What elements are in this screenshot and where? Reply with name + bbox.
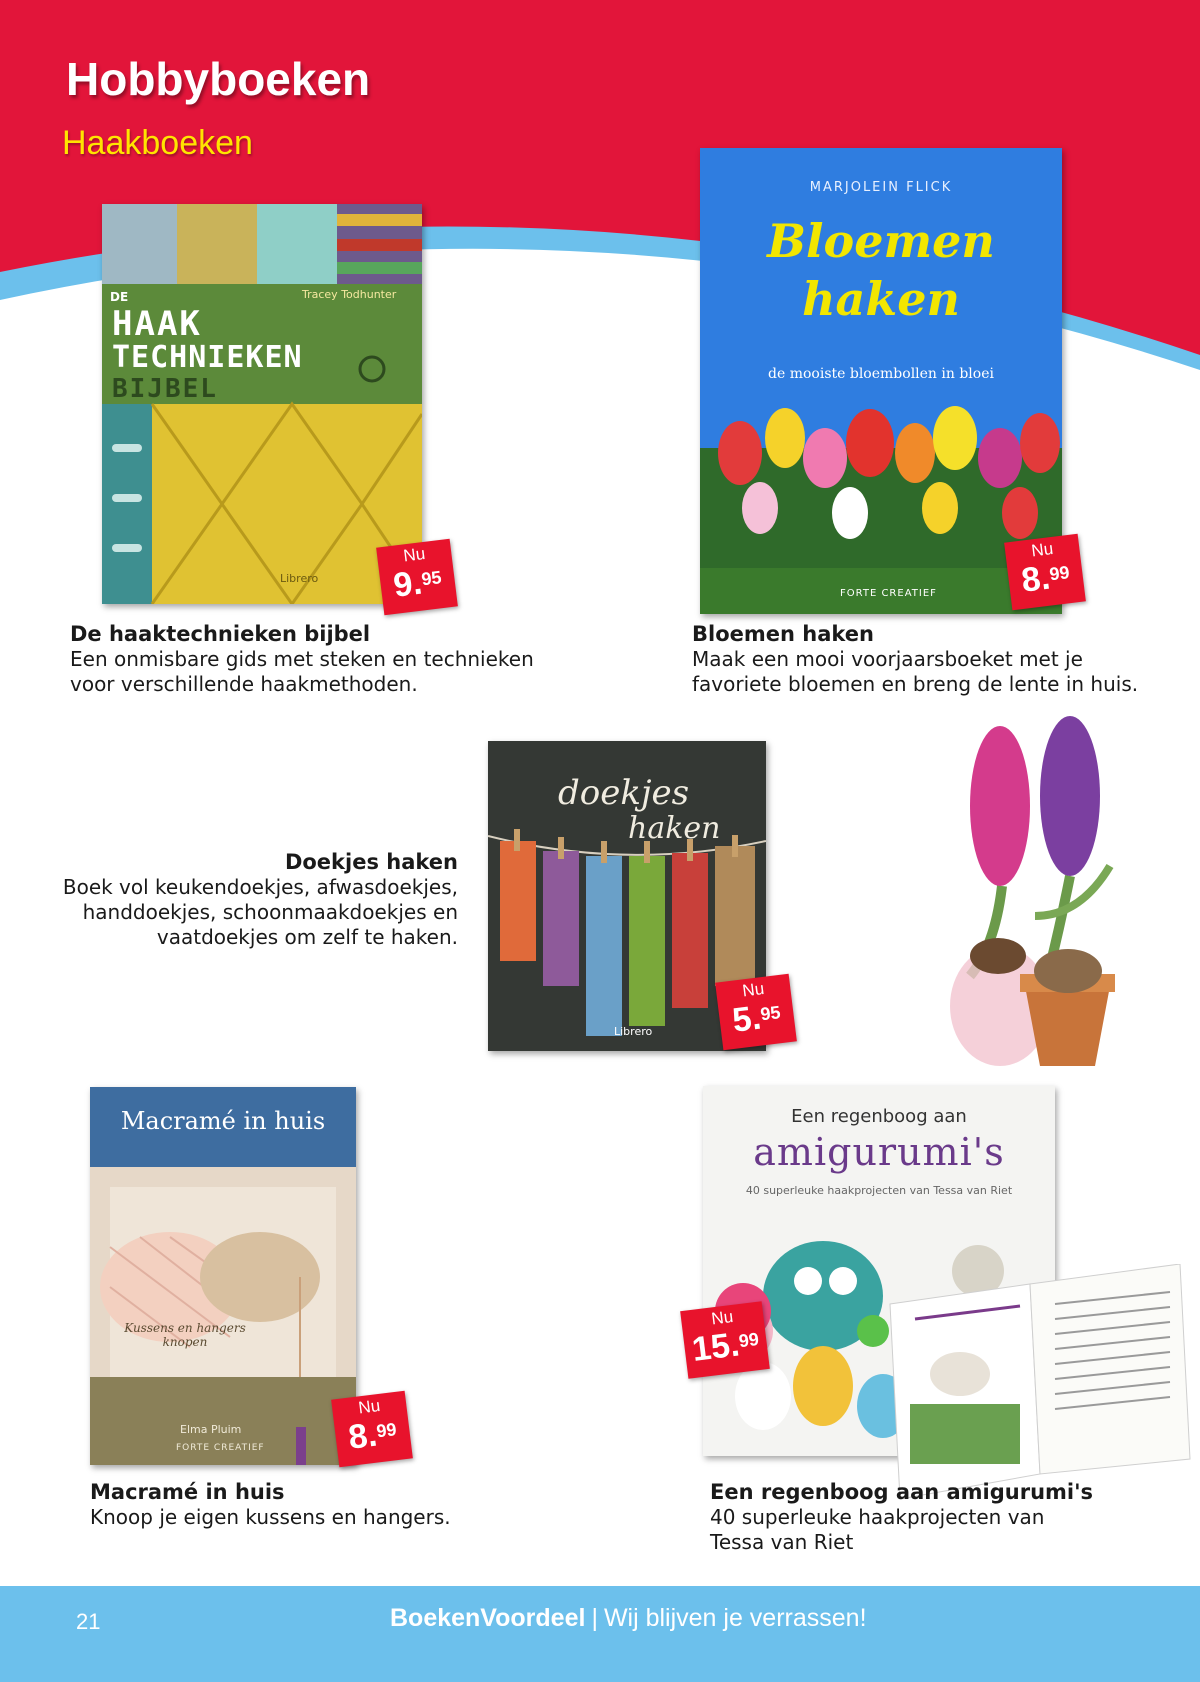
price-cents: 99 [375,1419,398,1442]
product-description: Knoop je eigen kussens en hangers. [90,1505,451,1529]
product-description: Een onmisbare gids met steken en technieken voor verschillende haakmethoden. [70,647,534,696]
price-amount [718,995,796,1042]
cover-author: Tracey Todhunter [302,288,397,301]
price-main: 15. [690,1325,742,1369]
cover-author: Elma Pluim [180,1423,242,1436]
product-info [90,1480,590,1530]
product-info [40,850,458,950]
cover-title-big: amigurumi's [753,1130,1005,1174]
macrame-pillow-photo [90,1087,356,1465]
brand-tagline: Wij blijven je verrassen! [603,1604,867,1632]
price-cents: 99 [737,1328,760,1352]
price-badge [1004,534,1086,611]
price-label: Nu [710,1306,735,1329]
cover-title-line3: BIJBEL [112,374,218,404]
open-book-spread [880,1264,1196,1504]
page-heading: Hobbyboeken [66,53,371,105]
product-title[interactable]: De haaktechnieken bijbel [70,622,371,646]
cover-subtitle: Kussens en hangers knopen [124,1321,246,1349]
cover-publisher: Librero [280,572,319,585]
cover-title-line1: Bloemen [767,214,995,268]
product-info [710,1480,1190,1555]
brand-separator: | [591,1604,598,1632]
brand-name[interactable]: BoekenVoordeel [390,1604,586,1632]
price-label: Nu [357,1395,382,1418]
section-subheading: Haakboeken [62,124,253,162]
cover-title-small: Een regenboog aan [791,1106,967,1127]
crochet-hyacinth-photo [940,716,1140,1076]
price-label: Nu [402,543,427,566]
haaktechnieken-cover[interactable] [102,204,425,605]
cover-title-line2: TECHNIEKEN [112,340,303,375]
product-title[interactable]: Een regenboog aan amigurumi's [710,1480,1094,1504]
product-title[interactable]: Macramé in huis [90,1480,285,1504]
price-badge [376,539,458,616]
product-description: Boek vol keukendoekjes, afwasdoekjes, handdoekjes, schoonmaakdoekjes en vaatdoekjes om zelf te haken. [62,875,458,949]
crochet-swatch-pattern [102,204,425,605]
price-badge [331,1391,413,1468]
cover-title-line2: haken [802,272,960,326]
cover-tagline: 40 superleuke haakprojecten van Tessa van Riet [745,1184,1013,1197]
cover-author: MARJOLEIN FLICK [809,180,953,195]
price-amount [379,560,457,607]
macrame-in-huis-cover[interactable] [90,1087,356,1465]
product-title[interactable]: Bloemen haken [692,622,874,646]
price-badge [680,1301,770,1378]
price-main: 8. [1019,558,1053,600]
product-description: Maak een mooi voorjaarsboeket met je favoriete bloemen en breng de lente in huis. [692,647,1139,696]
product-title[interactable]: Doekjes haken [284,850,458,874]
price-badge [715,974,797,1051]
cover-publisher: FORTE CREATIEF [840,588,937,599]
footer-bar [0,1586,1200,1682]
price-amount [1007,555,1085,602]
cover-publisher: FORTE CREATIEF [176,1443,265,1453]
price-label: Nu [741,978,766,1001]
price-main: 8. [346,1415,380,1457]
footer-branding [390,1604,867,1633]
price-cents: 99 [1048,562,1071,585]
cover-publisher: Librero [614,1025,653,1038]
product-info [692,622,1192,697]
cover-title-line1: doekjes [558,773,690,813]
price-main: 9. [391,563,425,605]
price-cents: 95 [759,1002,782,1025]
price-cents: 95 [420,567,443,590]
page-number: 21 [76,1609,101,1634]
cover-title: Macramé in huis [120,1107,326,1135]
price-label: Nu [1030,538,1055,561]
price-amount [334,1412,412,1459]
cover-title-line2: haken [628,811,721,846]
cover-tagline: de mooiste bloembollen in bloei [768,366,994,382]
price-main: 5. [730,998,764,1040]
cover-series: DE [110,290,129,304]
cover-title-line1: HAAK [112,304,202,344]
product-info [70,622,570,697]
product-description: 40 superleuke haakprojecten van Tessa van Riet [710,1505,1045,1554]
